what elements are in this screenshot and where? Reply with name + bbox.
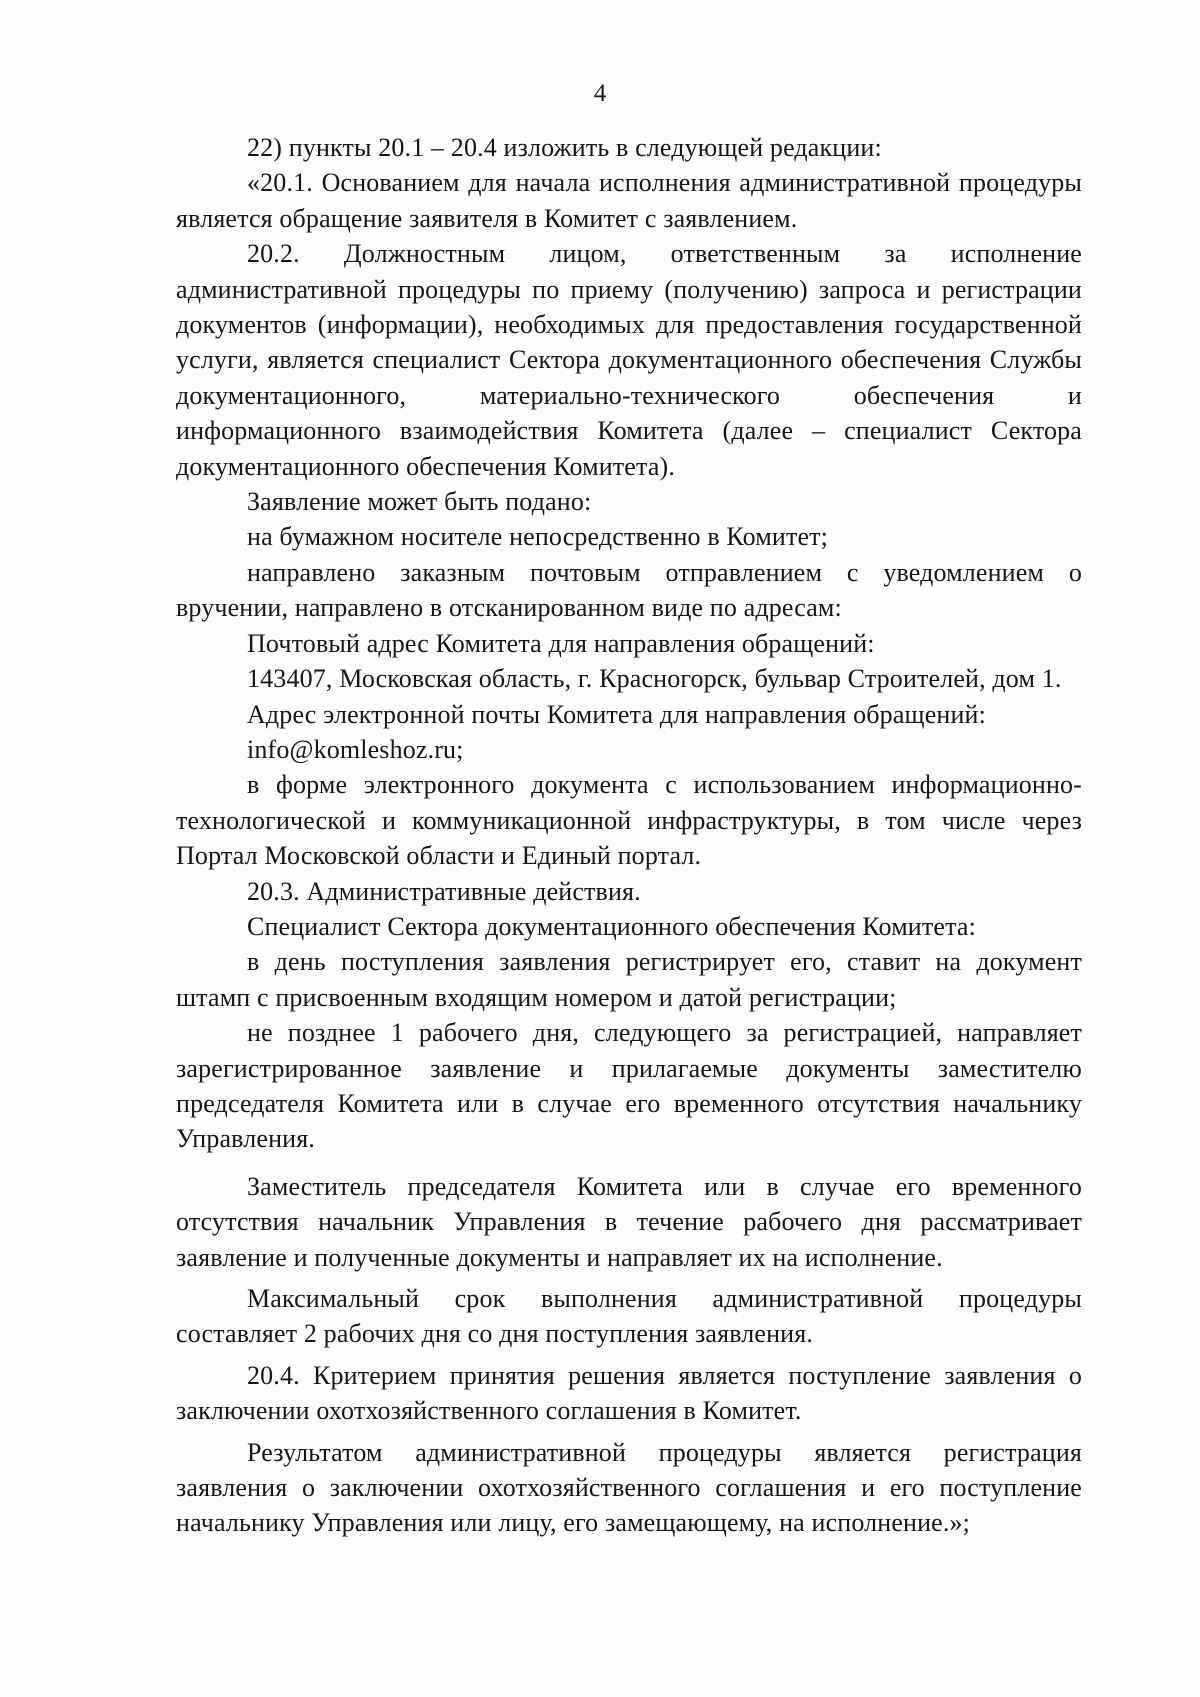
paragraph-item-22-header: 22) пункты 20.1 – 20.4 изложить в следующей редакции: [247,133,882,162]
paragraph-deputy-review: Заместитель председателя Комитета или в случае его временного отсутствия начальник Управления в течение рабочего дня рассматривает заявление и полученные документы и направляет их на исполнение. [176,1171,1082,1272]
paragraph-20-1: «20.1. Основанием для начала исполнения административной процедуры является обращение заявителя в Комитет с заявлением. [176,168,1082,233]
paragraph-20-3: 20.3. Административные действия. [247,876,641,906]
paragraph-postal-address: 143407, Московская область, г. Красногорск, бульвар Строителей, дом 1. [247,664,1062,694]
paragraph-forwarding-deadline: не позднее 1 рабочего дня, следующего за регистрацией, направляет зарегистрированное заявление и прилагаемые документы заместителю председателя Комитета или в случае его временного отсутствия начальнику Управления. [176,1018,1082,1154]
paragraph-postal-address-label: Почтовый адрес Комитета для направления обращений: [247,628,875,658]
paragraph-specialist-actions: Специалист Сектора документационного обеспечения Комитета: [247,911,976,941]
paragraph-mail-submission: направлено заказным почтовым отправлением с уведомлением о вручении, направлено в отсканированном виде по адресам: [176,557,1082,623]
paragraph-registration-day: в день поступления заявления регистрирует его, ставит на документ штамп с присвоенным входящим номером и датой регистрации; [176,947,1082,1012]
paragraph-max-duration: Максимальный срок выполнения административной процедуры составляет 2 рабочих дня со дня поступления заявления. [176,1284,1082,1349]
paragraph-electronic-submission: в форме электронного документа с использованием информационно-технологической и коммуникационной инфраструктуры, в том числе через Портал Московской области и Единый портал. [176,770,1082,871]
paragraph-application-submission: Заявление может быть подано: [247,487,592,517]
document-body [176,130,1082,1541]
paragraph-paper-submission: на бумажном носителе непосредственно в Комитет; [247,522,829,552]
paragraph-result: Результатом административной процедуры является регистрация заявления о заключении охотхозяйственного соглашения и его поступление начальнику Управления или лицу, его замещающему, на исполнение.»; [176,1437,1082,1538]
page-number: 4 [593,80,607,107]
paragraph-20-4: 20.4. Критерием принятия решения является поступление заявления о заключении охотхозяйственного соглашения в Комитет. [176,1360,1082,1426]
paragraph-20-2: 20.2. Должностным лицом, ответственным за исполнение административной процедуры по приему (получению) запроса и регистрации документов (информации), необходимых для предоставления государственной услуги, является специалист Сектора документационного обеспечения Службы документационного, материально-технического обеспечения и информационного взаимодействия Комитета (далее – специалист Сектора документационного обеспечения Комитета). [176,239,1082,481]
paragraph-email-address: info@komleshoz.ru; [247,734,464,764]
paragraph-email-label: Адрес электронной почты Комитета для направления обращений: [247,699,986,729]
